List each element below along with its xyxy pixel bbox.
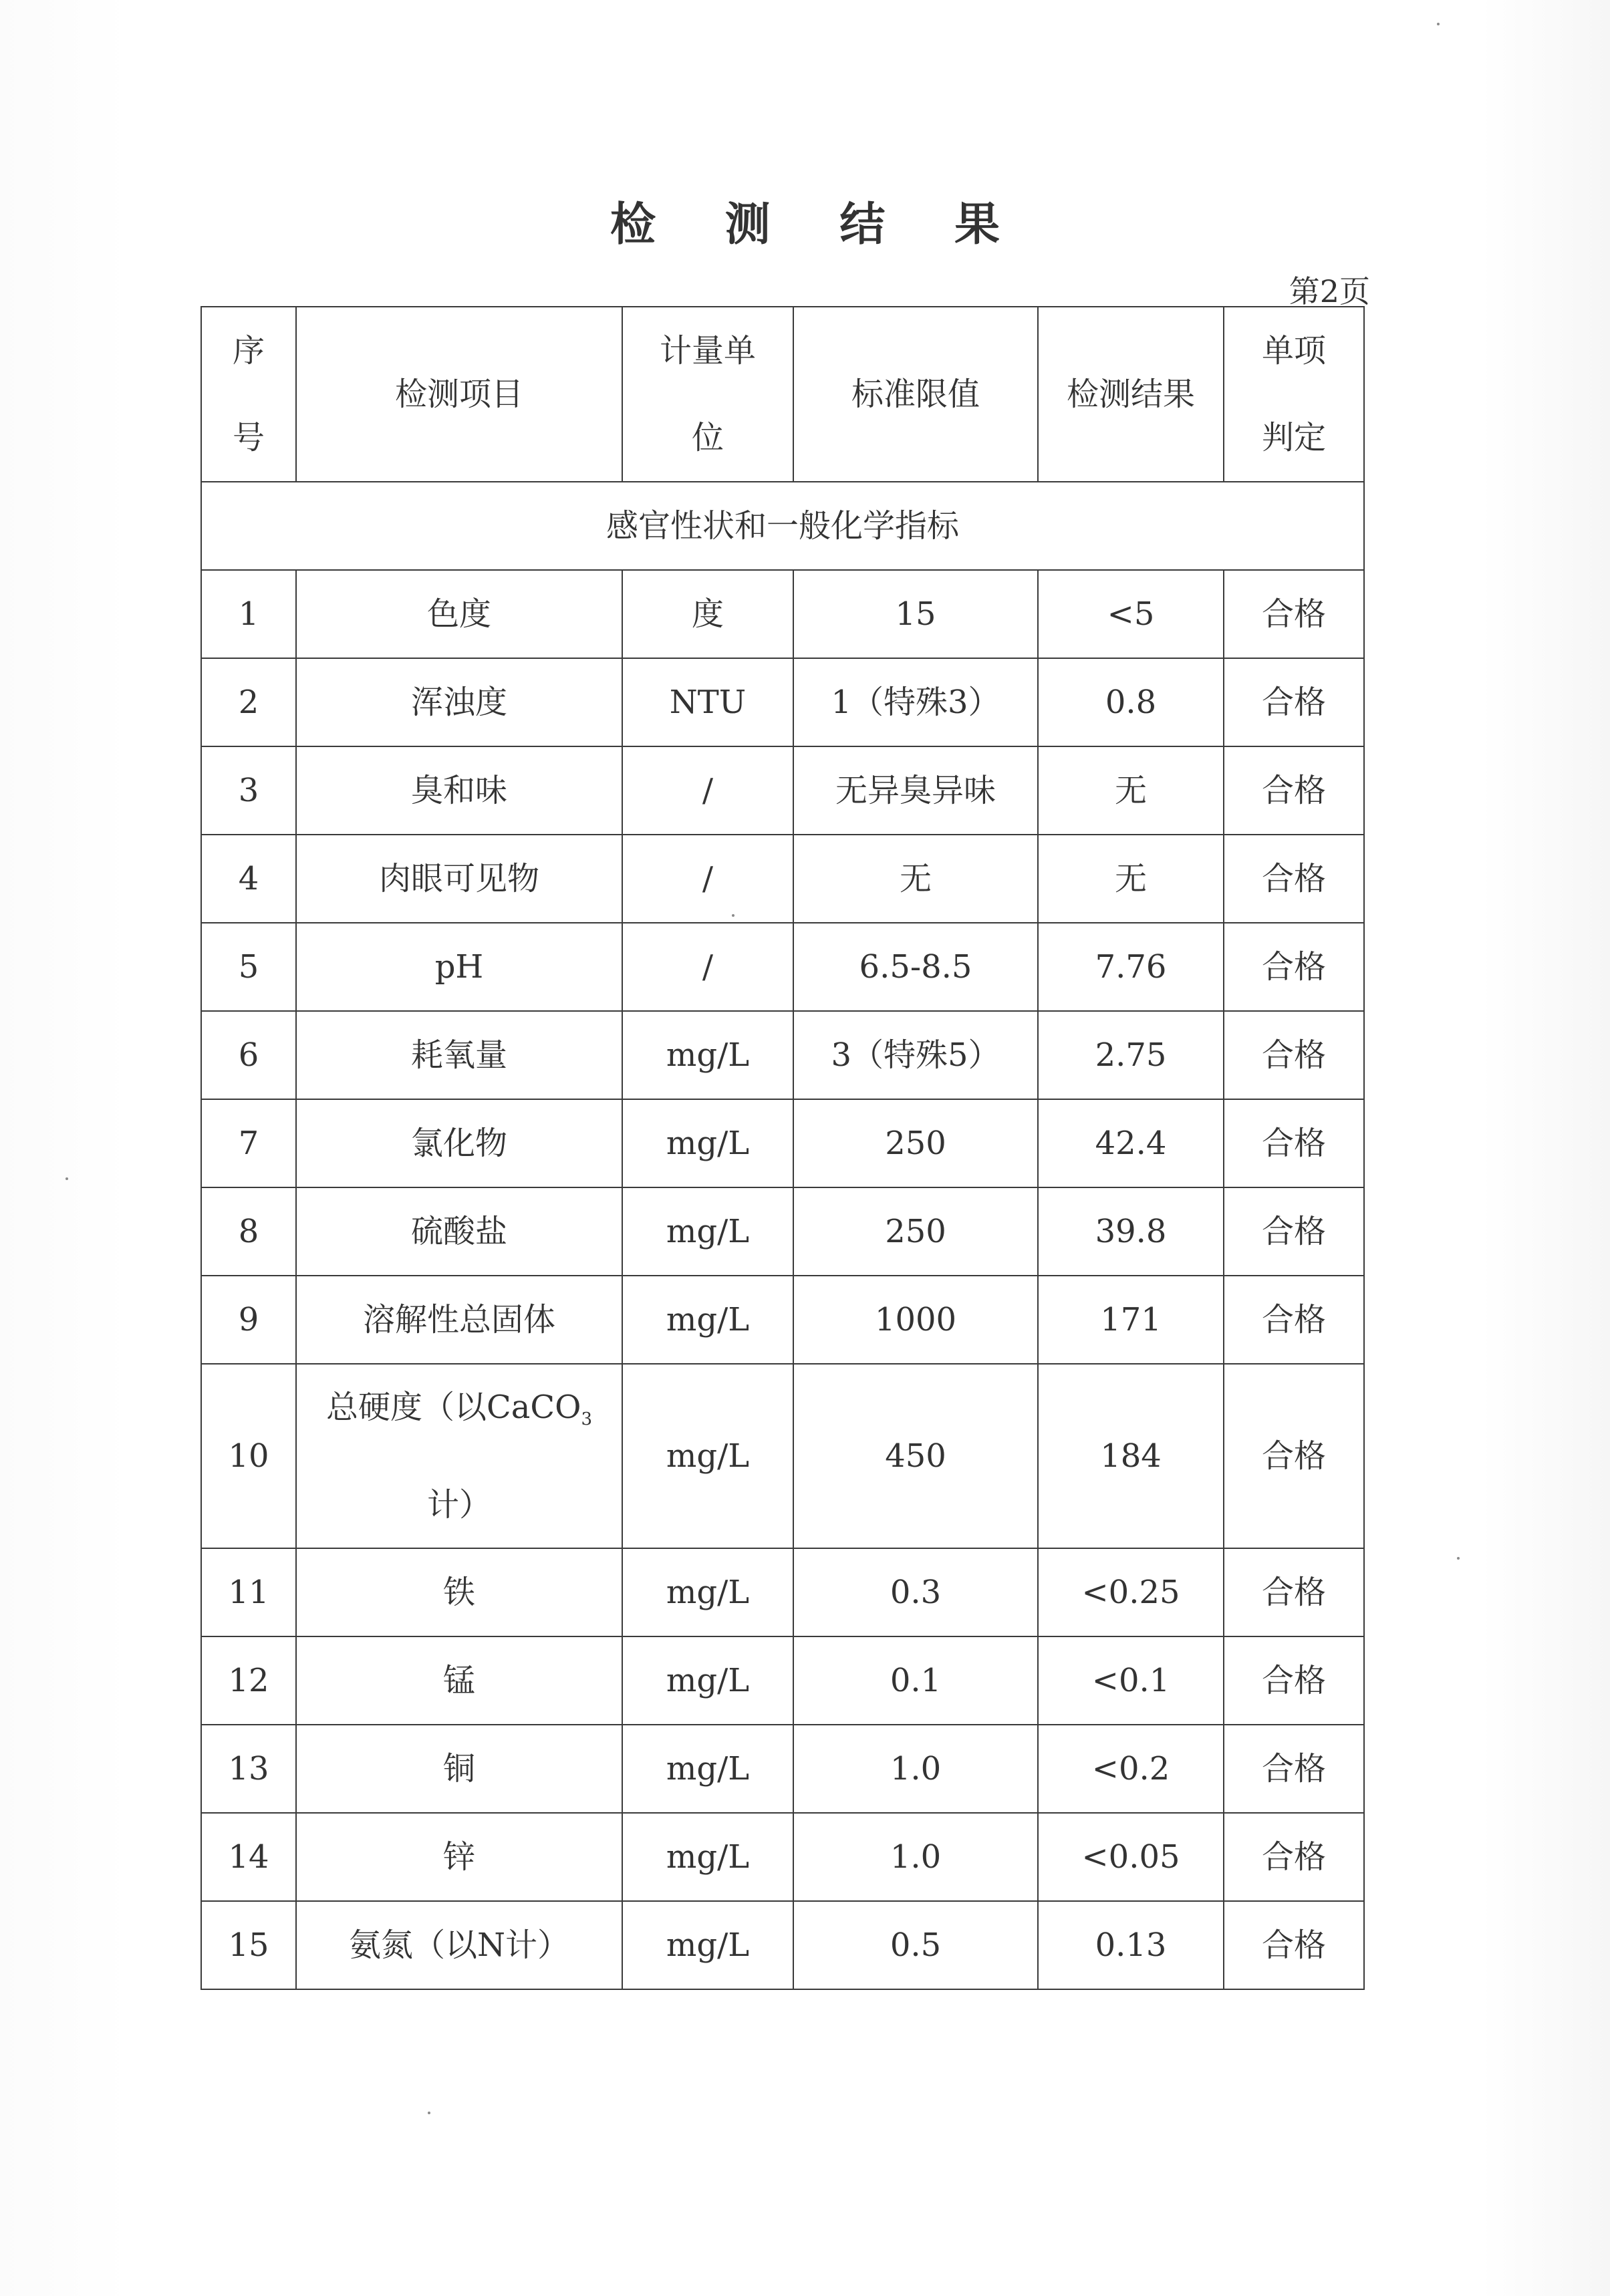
row-no: 11 <box>201 1548 296 1636</box>
scan-speck <box>65 1177 68 1180</box>
row-limit: 3（特殊5） <box>793 1011 1038 1099</box>
row-item: 氯化物 <box>296 1099 622 1187</box>
row-verdict: 合格 <box>1224 658 1364 746</box>
row-unit: mg/L <box>622 1725 793 1813</box>
scan-speck <box>428 2112 430 2114</box>
row-verdict: 合格 <box>1224 570 1364 658</box>
row-verdict: 合格 <box>1224 1813 1364 1901</box>
row-no: 12 <box>201 1636 296 1725</box>
scan-speck <box>1437 23 1440 25</box>
row-result: <0.05 <box>1038 1813 1224 1901</box>
row-result: <0.25 <box>1038 1548 1224 1636</box>
row-unit: 度 <box>622 570 793 658</box>
row-verdict: 合格 <box>1224 1099 1364 1187</box>
row-result: 184 <box>1038 1364 1224 1548</box>
table-row <box>201 1187 1364 1276</box>
row-verdict: 合格 <box>1224 1548 1364 1636</box>
row-no: 7 <box>201 1099 296 1187</box>
row-verdict: 合格 <box>1224 1187 1364 1276</box>
row-result: 0.8 <box>1038 658 1224 746</box>
row-result: 0.13 <box>1038 1901 1224 1989</box>
table-row <box>201 1901 1364 1989</box>
row-result: <0.1 <box>1038 1636 1224 1725</box>
row-no: 5 <box>201 923 296 1011</box>
row-item: 色度 <box>296 570 622 658</box>
row-result: 42.4 <box>1038 1099 1224 1187</box>
row-result: <5 <box>1038 570 1224 658</box>
header-unit-line1: 计量单 <box>659 332 756 370</box>
row-item: 铁 <box>296 1548 622 1636</box>
row-verdict: 合格 <box>1224 746 1364 835</box>
row-item: 臭和味 <box>296 746 622 835</box>
row-limit: 0.3 <box>793 1548 1038 1636</box>
row-no: 9 <box>201 1276 296 1364</box>
header-no <box>201 307 296 482</box>
table-row <box>201 1011 1364 1099</box>
row-unit: mg/L <box>622 1548 793 1636</box>
row-unit: mg/L <box>622 1813 793 1901</box>
row-verdict: 合格 <box>1224 1276 1364 1364</box>
section-row <box>201 482 1364 570</box>
header-no-line2: 号 <box>232 419 265 456</box>
row-item: 浑浊度 <box>296 658 622 746</box>
row-limit: 250 <box>793 1187 1038 1276</box>
row-limit: 0.1 <box>793 1636 1038 1725</box>
row-item: 锰 <box>296 1636 622 1725</box>
row-item: 铜 <box>296 1725 622 1813</box>
row-no: 10 <box>201 1364 296 1548</box>
row-unit: mg/L <box>622 1636 793 1725</box>
row-unit: mg/L <box>622 1276 793 1364</box>
row-limit: 无 <box>793 835 1038 923</box>
table-row <box>201 835 1364 923</box>
row-limit: 1（特殊3） <box>793 658 1038 746</box>
row-item: 溶解性总固体 <box>296 1276 622 1364</box>
row-unit: / <box>622 923 793 1011</box>
row-item: 硫酸盐 <box>296 1187 622 1276</box>
table-row <box>201 1725 1364 1813</box>
row-verdict: 合格 <box>1224 1725 1364 1813</box>
header-verdict-line2: 判定 <box>1261 419 1326 456</box>
row-verdict: 合格 <box>1224 923 1364 1011</box>
table-row <box>201 1636 1364 1725</box>
row-no: 4 <box>201 835 296 923</box>
scan-speck <box>1457 1557 1460 1560</box>
row-result: 无 <box>1038 835 1224 923</box>
row-item: 耗氧量 <box>296 1011 622 1099</box>
row-item-line1 <box>301 1365 618 1462</box>
row-result: 7.76 <box>1038 923 1224 1011</box>
row-unit: mg/L <box>622 1187 793 1276</box>
table-row <box>201 923 1364 1011</box>
row-unit: NTU <box>622 658 793 746</box>
row-no: 8 <box>201 1187 296 1276</box>
row-item: 锌 <box>296 1813 622 1901</box>
row-limit: 6.5-8.5 <box>793 923 1038 1011</box>
row-no: 14 <box>201 1813 296 1901</box>
row-no: 3 <box>201 746 296 835</box>
header-limit: 标准限值 <box>793 307 1038 482</box>
table-row <box>201 1813 1364 1901</box>
row-unit: / <box>622 835 793 923</box>
row-item: 肉眼可见物 <box>296 835 622 923</box>
table-row <box>201 746 1364 835</box>
row-limit: 1.0 <box>793 1813 1038 1901</box>
row-result: 无 <box>1038 746 1224 835</box>
row-no: 13 <box>201 1725 296 1813</box>
row-limit: 0.5 <box>793 1901 1038 1989</box>
row-limit: 250 <box>793 1099 1038 1187</box>
header-unit <box>622 307 793 482</box>
row-verdict: 合格 <box>1224 1011 1364 1099</box>
row-unit: / <box>622 746 793 835</box>
row-verdict: 合格 <box>1224 1636 1364 1725</box>
table-header-row <box>201 307 1364 482</box>
row-limit: 1.0 <box>793 1725 1038 1813</box>
row-item-subscript: 3 <box>581 1409 592 1429</box>
page-title: 检 测 结 果 <box>610 198 1027 251</box>
table-row <box>201 1276 1364 1364</box>
header-item: 检测项目 <box>296 307 622 482</box>
results-table <box>200 306 1365 1990</box>
row-item-line2: 计） <box>426 1486 491 1524</box>
row-item: 氨氮（以N计） <box>296 1901 622 1989</box>
row-limit: 450 <box>793 1364 1038 1548</box>
page-number: 第2页 <box>1289 273 1370 309</box>
row-limit: 无异臭异味 <box>793 746 1038 835</box>
row-result: 39.8 <box>1038 1187 1224 1276</box>
table-row <box>201 1548 1364 1636</box>
row-limit: 1000 <box>793 1276 1038 1364</box>
scan-speck <box>732 914 734 917</box>
row-unit: mg/L <box>622 1901 793 1989</box>
row-limit: 15 <box>793 570 1038 658</box>
row-verdict: 合格 <box>1224 835 1364 923</box>
table-row <box>201 1364 1364 1548</box>
header-result: 检测结果 <box>1038 307 1224 482</box>
row-result: 171 <box>1038 1276 1224 1364</box>
header-no-line1: 序 <box>232 332 265 370</box>
header-unit-line2: 位 <box>691 419 724 456</box>
row-item <box>296 1364 622 1548</box>
table-row <box>201 658 1364 746</box>
row-unit: mg/L <box>622 1099 793 1187</box>
section-title: 感官性状和一般化学指标 <box>201 482 1364 570</box>
row-no: 15 <box>201 1901 296 1989</box>
row-verdict: 合格 <box>1224 1364 1364 1548</box>
row-unit: mg/L <box>622 1011 793 1099</box>
row-no: 2 <box>201 658 296 746</box>
row-unit: mg/L <box>622 1364 793 1548</box>
row-item: pH <box>296 923 622 1011</box>
header-verdict <box>1224 307 1364 482</box>
row-no: 1 <box>201 570 296 658</box>
row-no: 6 <box>201 1011 296 1099</box>
row-result: <0.2 <box>1038 1725 1224 1813</box>
table-row <box>201 1099 1364 1187</box>
table-row <box>201 570 1364 658</box>
row-item-line1-text: 总硬度（以CaCO <box>326 1389 581 1426</box>
row-verdict: 合格 <box>1224 1901 1364 1989</box>
header-verdict-line1: 单项 <box>1261 332 1326 370</box>
row-result: 2.75 <box>1038 1011 1224 1099</box>
